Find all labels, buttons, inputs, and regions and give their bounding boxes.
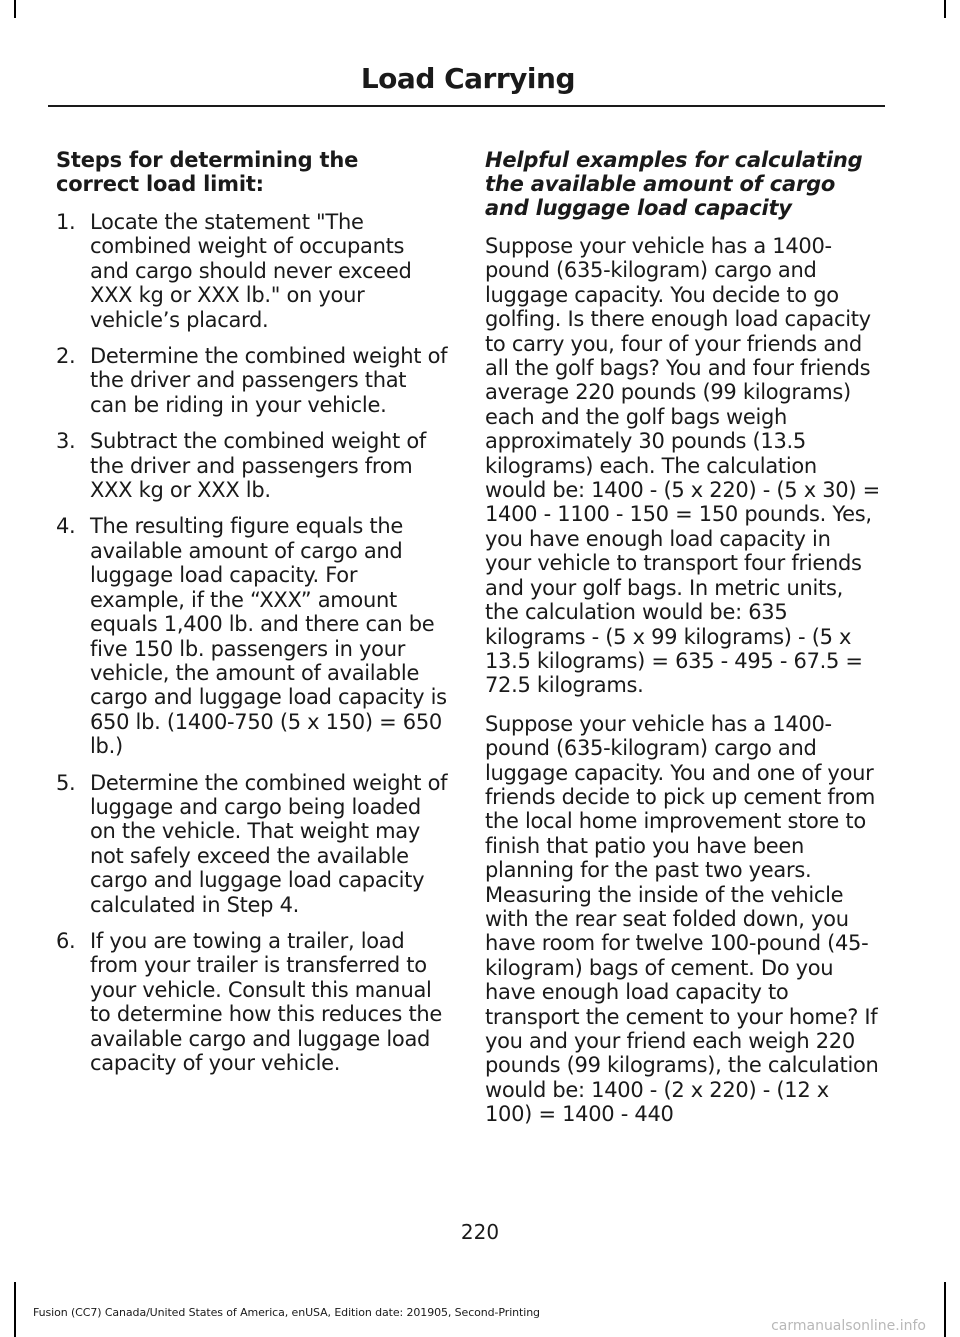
list-item [56, 429, 448, 502]
footer-edition-info: Fusion (CC7) Canada/United States of America, enUSA, Edition date: 201905, Second-Printing [33, 1306, 540, 1319]
step-number: 5. [56, 770, 76, 795]
watermark-logo: carmanualsonline.info [771, 1318, 926, 1334]
crop-mark-bottom-left [14, 1282, 16, 1337]
step-number: 3. [56, 429, 76, 454]
steps-list [56, 210, 448, 1075]
step-number: 1. [56, 210, 76, 234]
page-title: Load Carrying [360, 62, 575, 95]
right-column [485, 148, 881, 1141]
list-item [56, 771, 448, 917]
crop-mark-bottom-right [944, 1282, 946, 1337]
step-text: Determine the combined weight of the driver and passengers that can be riding in your vehicle. [90, 344, 448, 417]
step-number: 4. [56, 514, 76, 539]
list-item [56, 210, 448, 332]
example-paragraph-golf: Suppose your vehicle has a 1400-pound (635-kilogram) cargo and luggage capacity. You decide to go golfing. Is there enough load capacity to carry you, four of your friends and all the golf bags? You and four friends average 220 pounds (99 kilograms) each and the golf bags weigh approximately 30 pounds (13.5 kilograms) each. The calculation would be: 1400 - (5 x 220) - (5 x 30) = 1400 - 1100 - 150 = 150 pounds. Yes, you have enough load capacity in your vehicle to transport four friends and your golf bags. In metric units, the calculation would be: 635 kilograms - (5 x 99 kilograms) - (5 x 13.5 kilograms) = 635 - 495 - 67.5 = 72.5 kilograms. [485, 234, 880, 698]
page-number: 220 [460, 1220, 500, 1244]
list-item [56, 514, 448, 758]
step-text: Subtract the combined weight of the driver and passengers from XXX kg or XXX lb. [90, 429, 426, 503]
step-text: The resulting figure equals the available amount of cargo and luggage load capacity. For example, if the “XXX” amount equals 1,400 lb. and there can be five 150 lb. passengers in your vehicle, the amount of available cargo and luggage load capacity is 650 lb. (1400-750 (5 x 150) = 650 lb.) [90, 514, 447, 759]
step-text: Locate the statement "The combined weight of occupants and cargo should never exceed XXX kg or XXX lb." on your vehicle’s placard. [90, 210, 412, 332]
list-item [56, 929, 448, 1075]
step-text: If you are towing a trailer, load from your trailer is transferred to your vehicle. Consult this manual to determine how this reduces the available cargo and luggage load capacity of your vehicle. [90, 928, 443, 1075]
step-text: Determine the combined weight of luggage and cargo being loaded on the vehicle. That weight may not safely exceed the available cargo and luggage load capacity calculated in Step 4. [90, 770, 448, 917]
section-heading-examples: Helpful examples for calculating the available amount of cargo and luggage load capacity [485, 148, 863, 220]
list-item [56, 344, 448, 417]
example-paragraph-cement: Suppose your vehicle has a 1400-pound (635-kilogram) cargo and luggage capacity. You and one of your friends decide to pick up cement from the local home improvement store to finish that patio you have been planning for the past two years. Measuring the inside of the vehicle with the rear seat folded down, you have room for twelve 100-pound (45-kilogram) bags of cement. Do you have enough load capacity to transport the cement to your home? If you and your friend each weigh 220 pounds (99 kilograms), the calculation would be: 1400 - (2 x 220) - (12 x 100) = 1400 - 440 [485, 711, 879, 1127]
step-number: 6. [56, 928, 76, 953]
crop-mark-top-right [944, 0, 946, 18]
step-number: 2. [56, 344, 76, 369]
section-heading-load-limit: Steps for determining the correct load limit: [56, 148, 359, 196]
left-column [56, 148, 448, 1087]
crop-mark-top-left [14, 0, 16, 18]
header-divider [48, 105, 885, 107]
